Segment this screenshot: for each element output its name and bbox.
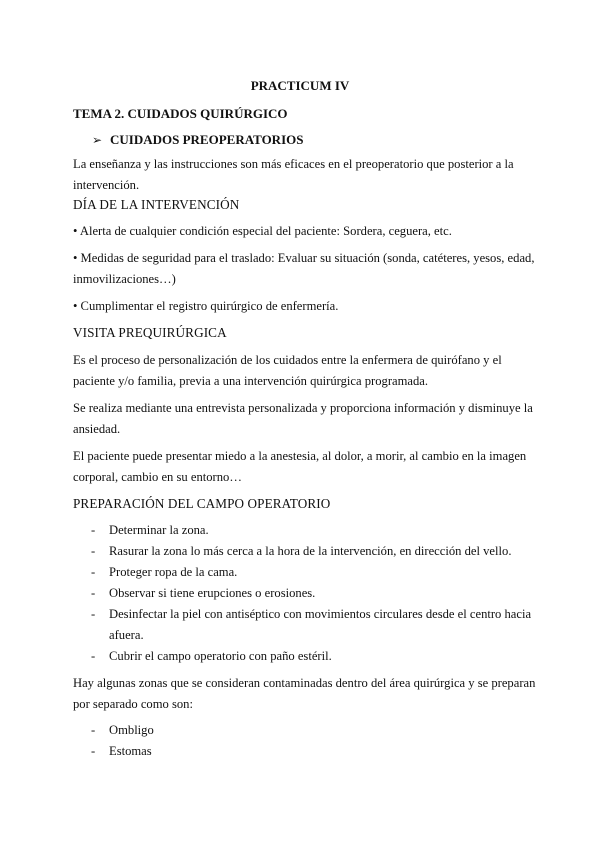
visita-line-4: ansiedad. <box>73 422 121 436</box>
zonas-line-2: por separado como son: <box>73 697 193 711</box>
dash-marker: - <box>91 565 96 579</box>
prep-item-6: Cubrir el campo operatorio con paño estéril. <box>109 649 332 663</box>
zonas-line-1: Hay algunas zonas que se consideran contaminadas dentro del área quirúrgica y se preparan <box>73 676 536 690</box>
dia-heading: DÍA DE LA INTERVENCIÓN <box>73 197 240 212</box>
visita-line-1: Es el proceso de personalización de los cuidados entre la enfermera de quirófano y el <box>73 353 502 367</box>
prep-item-5: Desinfectar la piel con antiséptico con movimientos circulares desde el centro hacia <box>109 607 532 621</box>
dash-marker: - <box>91 607 96 621</box>
subheading: CUIDADOS PREOPERATORIOS <box>110 132 304 147</box>
prep-item-2: Rasurar la zona lo más cerca a la hora de la intervención, en dirección del vello. <box>109 544 512 558</box>
prep-item-3: Proteger ropa de la cama. <box>109 565 238 579</box>
dash-marker: - <box>91 744 96 758</box>
intro-line-2: intervención. <box>73 178 140 192</box>
arrow-bullet-icon: ➢ <box>92 133 103 147</box>
visita-line-3: Se realiza mediante una entrevista personalizada y proporciona información y disminuye la <box>73 401 533 415</box>
tema-heading: TEMA 2. CUIDADOS QUIRÚRGICO <box>73 106 288 121</box>
zonas-item-1: Ombligo <box>109 723 154 737</box>
dia-bullet-2: • Medidas de seguridad para el traslado: Evaluar su situación (sonda, catéteres, yesos, edad, <box>73 251 535 265</box>
prep-heading: PREPARACIÓN DEL CAMPO OPERATORIO <box>73 496 331 511</box>
visita-line-2: paciente y/o familia, previa a una intervención quirúrgica programada. <box>73 374 429 388</box>
dash-marker: - <box>91 723 96 737</box>
dia-bullet-2-cont: inmovilizaciones…) <box>73 272 176 286</box>
dash-marker: - <box>91 544 96 558</box>
zonas-item-2: Estomas <box>109 744 152 758</box>
dash-marker: - <box>91 523 96 537</box>
prep-item-4: Observar si tiene erupciones o erosiones. <box>109 586 316 600</box>
visita-line-6: corporal, cambio en su entorno… <box>73 470 242 484</box>
dia-bullet-3: • Cumplimentar el registro quirúrgico de enfermería. <box>73 299 339 313</box>
dash-marker: - <box>91 649 96 663</box>
visita-line-5: El paciente puede presentar miedo a la anestesia, al dolor, a morir, al cambio en la imagen <box>73 449 527 463</box>
intro-line-1: La enseñanza y las instrucciones son más eficaces en el preoperatorio que posterior a la <box>73 157 514 171</box>
dash-marker: - <box>91 586 96 600</box>
dia-bullet-1: • Alerta de cualquier condición especial del paciente: Sordera, ceguera, etc. <box>73 224 452 238</box>
prep-item-5-cont: afuera. <box>109 628 144 642</box>
doc-title: PRACTICUM IV <box>250 78 350 93</box>
visita-heading: VISITA PREQUIRÚRGICA <box>73 325 227 340</box>
prep-item-1: Determinar la zona. <box>109 523 209 537</box>
